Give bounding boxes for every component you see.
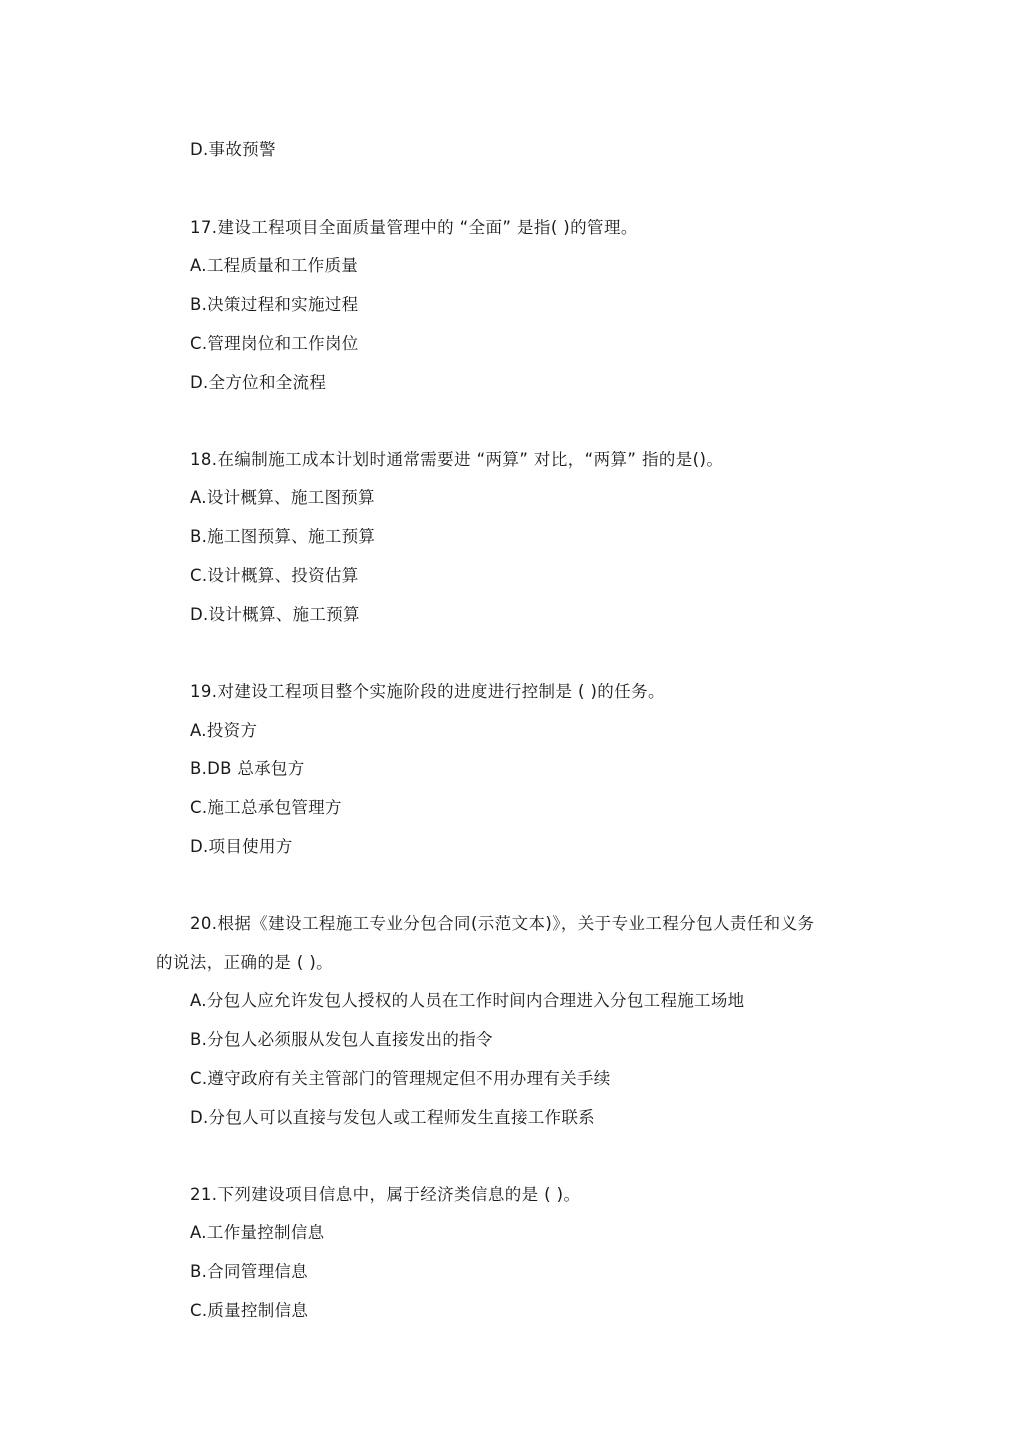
q17-stem: 17.建设工程项目全面质量管理中的 “全面” 是指( )的管理。 <box>190 218 638 237</box>
q19-option-b: B.DB 总承包方 <box>190 759 305 778</box>
q20-option-a: A.分包人应允许发包人授权的人员在工作时间内合理进入分包工程施工场地 <box>190 991 745 1010</box>
q17-option-a: A.工程质量和工作质量 <box>190 256 359 275</box>
q19-option-d: D.项目使用方 <box>190 837 293 856</box>
q21-option-a: A.工作量控制信息 <box>190 1223 325 1242</box>
q20-option-d: D.分包人可以直接与发包人或工程师发生直接工作联系 <box>190 1108 595 1127</box>
q20-stem: 20.根据《建设工程施工专业分包合同(示范文本)》，关于专业工程分包人责任和义务 <box>190 914 815 933</box>
q20-stem-continued: 的说法，正确的是 ( )。 <box>156 953 334 972</box>
q21-option-b: B.合同管理信息 <box>190 1262 308 1281</box>
q18-option-c: C.设计概算、投资估算 <box>190 566 359 585</box>
q20-option-b: B.分包人必须服从发包人直接发出的指令 <box>190 1030 493 1049</box>
q19-stem: 19.对建设工程项目整个实施阶段的进度进行控制是 ( )的任务。 <box>190 682 665 701</box>
q17-option-c: C.管理岗位和工作岗位 <box>190 334 359 353</box>
q18-option-b: B.施工图预算、施工预算 <box>190 527 376 546</box>
q16-option-d: D.事故预警 <box>190 140 276 159</box>
q17-option-b: B.决策过程和实施过程 <box>190 295 359 314</box>
q19-option-a: A.投资方 <box>190 721 258 740</box>
q21-option-c: C.质量控制信息 <box>190 1301 309 1320</box>
q18-option-a: A.设计概算、施工图预算 <box>190 488 375 507</box>
q18-option-d: D.设计概算、施工预算 <box>190 605 360 624</box>
q19-option-c: C.施工总承包管理方 <box>190 798 342 817</box>
q18-stem: 18.在编制施工成本计划时通常需要进 “两算” 对比，“两算” 指的是()。 <box>190 450 724 469</box>
q20-option-c: C.遵守政府有关主管部门的管理规定但不用办理有关手续 <box>190 1069 611 1088</box>
q21-stem: 21.下列建设项目信息中，属于经济类信息的是 ( )。 <box>190 1185 581 1204</box>
q17-option-d: D.全方位和全流程 <box>190 373 327 392</box>
